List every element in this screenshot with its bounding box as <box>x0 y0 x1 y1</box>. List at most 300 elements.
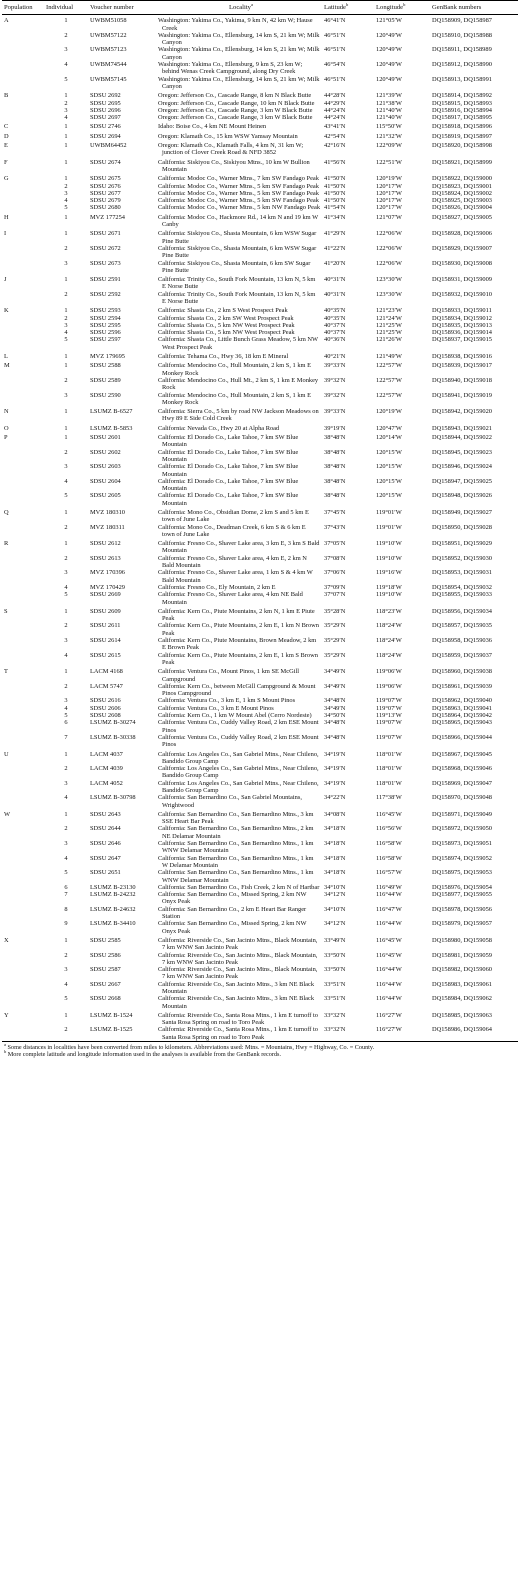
individual-cell: 1 <box>64 936 68 944</box>
locality-cell: California: Shasta Co., Little Bunch Grass Meadow, 5 km NW West Prospect Peak <box>158 336 318 351</box>
population-cell <box>2 584 44 591</box>
individual-cell: 4 <box>64 704 68 712</box>
table-row <box>2 809 518 826</box>
locality-cell: California: Riverside Co., San Jacinto Mtns., 3 km NE Black Mountain <box>158 980 315 995</box>
individual-cell: 3 <box>64 391 68 399</box>
latitude-cell: 40°21′N <box>324 353 346 361</box>
individual-cell: 5 <box>64 869 68 877</box>
genbank-cell: DQ158946, DQ159024 <box>432 463 492 471</box>
individual-cell: 3 <box>64 697 68 705</box>
individual-cell: 4 <box>64 583 68 591</box>
individual-cell: 1 <box>64 17 68 25</box>
latitude-cell: 41°56′N <box>324 158 346 166</box>
latitude-cell: 34°10′N <box>324 883 346 891</box>
voucher-cell: SDSU 2609 <box>90 607 121 615</box>
table-row <box>2 712 518 719</box>
locality-cell: California: Los Angeles Co., San Gabriel Mtns., Near Chileno, Bandido Group Camp <box>158 750 319 765</box>
genbank-cell: DQ158911, DQ158989 <box>432 46 492 54</box>
individual-cell: 4 <box>64 794 68 802</box>
latitude-cell: 41°34′N <box>324 213 346 221</box>
longitude-cell: 117°38′W <box>376 794 402 802</box>
table-row <box>2 569 518 584</box>
longitude-cell: 120°49′W <box>376 75 402 83</box>
col-individual: Individual <box>44 1 88 15</box>
table-row <box>2 32 518 47</box>
locality-cell: California: San Bernardino Co., San Bernardino Mtns., 3 km SSE Heart Bar Peak <box>158 810 314 826</box>
population-cell <box>2 336 44 351</box>
table-row <box>2 606 518 623</box>
genbank-cell: DQ158983, DQ159061 <box>432 980 492 988</box>
individual-cell: 2 <box>64 448 68 456</box>
longitude-cell: 116°56′W <box>376 825 402 833</box>
latitude-cell: 41°54′N <box>324 204 346 212</box>
locality-cell: California: Trinity Co., South Fork Mountain, 13 km N, 5 km E Norse Butte <box>158 290 316 305</box>
table-body <box>2 15 518 1041</box>
voucher-cell: SDSU 2586 <box>90 951 121 959</box>
locality-cell: Washington: Yakima Co., Ellensburg, 14 km S, 21 km W; Milk Canyon <box>158 31 320 47</box>
genbank-cell: DQ158969, DQ159047 <box>432 779 492 787</box>
population-cell <box>2 392 44 407</box>
voucher-cell: SDSU 2668 <box>90 995 121 1003</box>
locality-cell: California: San Bernardino Co., Fish Creek, 2 km N of Hartbar <box>158 883 320 891</box>
genbank-cell: DQ158919, DQ158997 <box>432 132 492 140</box>
voucher-cell: SDSU 2669 <box>90 591 121 599</box>
voucher-cell: SDSU 2601 <box>90 434 121 442</box>
locality-cell: California: Kern Co., Piute Mountains, 2 km E, 1 km N Brown Peak <box>158 622 319 637</box>
longitude-cell: 116°44′W <box>376 966 402 974</box>
longitude-cell: 122°06′W <box>376 244 402 252</box>
col-voucher: Voucher number <box>88 1 160 15</box>
voucher-cell: SDSU 2667 <box>90 980 121 988</box>
table-row <box>2 920 518 935</box>
individual-cell: 5 <box>64 492 68 500</box>
table-row <box>2 114 518 121</box>
latitude-cell: 41°50′N <box>324 197 346 205</box>
locality-cell: California: Siskiyou Co., Shasta Mountain, 6 km WSW Sugar Pine Butte <box>158 230 317 245</box>
genbank-cell: DQ158939, DQ159017 <box>432 362 492 370</box>
population-cell <box>2 329 44 336</box>
table-bottom-rule <box>2 1041 518 1042</box>
table-row <box>2 705 518 712</box>
longitude-cell: 120°14′W <box>376 434 402 442</box>
voucher-cell: LSUMZ B-30274 <box>90 719 136 727</box>
genbank-cell: DQ158912, DQ158990 <box>432 61 492 69</box>
locality-cell: California: San Bernardino Co., 2 km E Heart Bar Ranger Station <box>158 905 307 921</box>
individual-cell: 4 <box>64 651 68 659</box>
voucher-cell: SDSU 2611 <box>90 622 121 630</box>
table-row <box>2 228 518 245</box>
genbank-cell: DQ158968, DQ159046 <box>432 765 492 773</box>
voucher-cell: LSUMZ B-23130 <box>90 883 136 891</box>
longitude-cell: 120°49′W <box>376 46 402 54</box>
latitude-cell: 39°32′N <box>324 376 346 384</box>
latitude-cell: 34°18′N <box>324 854 346 862</box>
voucher-cell: LSUMZ B-1525 <box>90 1026 133 1034</box>
longitude-cell: 118°23′W <box>376 607 402 615</box>
locality-cell: California: Siskiyou Co., Shasta Mountain, 6 km SW Sugar Pine Butte <box>158 259 311 274</box>
genbank-cell: DQ158941, DQ159019 <box>432 391 492 399</box>
genbank-cell: DQ158942, DQ159020 <box>432 408 492 416</box>
table-row <box>2 869 518 884</box>
longitude-cell: 122°06′W <box>376 259 402 267</box>
col-population: Population <box>2 1 44 15</box>
population-cell <box>2 780 44 795</box>
population-cell <box>2 765 44 780</box>
population-cell: J <box>4 276 7 284</box>
locality-cell: California: San Bernardino Co., Missed Spring, 2 km NW Onyx Peak <box>158 891 307 906</box>
table-row <box>2 315 518 322</box>
longitude-cell: 120°49′W <box>376 61 402 69</box>
voucher-cell: SDSU 2679 <box>90 197 121 205</box>
latitude-cell: 38°48′N <box>324 463 346 471</box>
genbank-cell: DQ158909, DQ158987 <box>432 17 492 25</box>
latitude-cell: 33°51′N <box>324 980 346 988</box>
genbank-cell: DQ158971, DQ159049 <box>432 810 492 818</box>
locality-cell: California: Mendocino Co., Hull Mountain, 2 km S, 1 km E Monkey Rock <box>158 362 312 377</box>
latitude-cell: 34°22′N <box>324 794 346 802</box>
genbank-cell: DQ158917, DQ158995 <box>432 114 492 122</box>
population-cell: E <box>4 142 8 150</box>
genbank-cell: DQ158922, DQ159000 <box>432 175 492 183</box>
individual-cell: 8 <box>64 905 68 913</box>
locality-cell: California: San Bernardino Co., San Bernardino Mtns., 2 km NE Delamar Mountain <box>158 825 314 840</box>
longitude-cell: 116°44′W <box>376 920 402 928</box>
population-cell <box>2 966 44 981</box>
individual-cell: 5 <box>64 75 68 83</box>
population-cell <box>2 190 44 197</box>
locality-cell: Washington: Yakima Co., Ellensburg, 9 km S, 23 km W; behind Wenas Creek Campground, along Dry Creek <box>158 61 303 76</box>
locality-cell: California: Ventura Co., Cuddy Valley Road, 2 km ESE Mount Pinos <box>158 733 319 749</box>
population-cell <box>2 569 44 584</box>
table-row <box>2 351 518 360</box>
genbank-cell: DQ158943, DQ159021 <box>432 424 492 432</box>
longitude-cell: 119°10′W <box>376 540 402 548</box>
longitude-cell: 121°05′W <box>376 17 402 25</box>
locality-cell: California: Shasta Co., 2 km SW West Prospect Peak <box>158 314 294 322</box>
genbank-cell: DQ158962, DQ159040 <box>432 697 492 705</box>
genbank-cell: DQ158967, DQ159045 <box>432 750 492 758</box>
individual-cell: 1 <box>64 158 68 166</box>
locality-cell: California: San Bernardino Co., San Bernardino Mtns., 1 km W Delamar Mountain <box>158 854 314 869</box>
table-row <box>2 360 518 377</box>
latitude-cell: 35°29′N <box>324 637 346 645</box>
longitude-cell: 116°45′W <box>376 810 402 818</box>
voucher-cell: SDSU 2651 <box>90 869 121 877</box>
population-cell: Q <box>4 509 9 516</box>
voucher-cell: LSUMZ B-30798 <box>90 794 136 802</box>
genbank-cell: DQ158921, DQ158999 <box>432 158 492 166</box>
individual-cell: 3 <box>64 189 68 197</box>
genbank-cell: DQ158934, DQ159012 <box>432 314 492 322</box>
individual-cell: 2 <box>64 523 68 531</box>
population-cell <box>2 622 44 637</box>
latitude-cell: 44°24′N <box>324 106 346 114</box>
table-row <box>2 392 518 407</box>
voucher-cell: SDSU 2587 <box>90 966 121 974</box>
locality-cell: California: Kern Co., between McGill Campground & Mount Pinos Campground <box>158 682 316 698</box>
voucher-cell: SDSU 2674 <box>90 158 121 166</box>
locality-cell: California: San Bernardino Co., San Bernardino Mtns., 1 km WNW Delamar Mountain <box>158 869 314 884</box>
col-genbank: GenBank numbers <box>430 1 518 15</box>
voucher-cell: SDSU 2671 <box>90 230 121 238</box>
voucher-cell: LACM 4037 <box>90 750 123 758</box>
voucher-cell: SDSU 2605 <box>90 492 121 500</box>
table-row <box>2 765 518 780</box>
population-cell <box>2 100 44 107</box>
longitude-cell: 116°45′W <box>376 936 402 944</box>
population-cell <box>2 719 44 734</box>
locality-cell: California: Shasta Co., 5 km NW West Prospect Peak <box>158 321 295 329</box>
individual-cell: 1 <box>64 123 68 131</box>
population-cell <box>2 449 44 464</box>
genbank-cell: DQ158914, DQ158992 <box>432 92 492 100</box>
individual-cell: 4 <box>64 114 68 122</box>
individual-cell: 3 <box>64 840 68 848</box>
voucher-cell: SDSU 2615 <box>90 651 121 659</box>
longitude-cell: 121°40′W <box>376 114 402 122</box>
table-row <box>2 1010 518 1027</box>
individual-cell: 1 <box>64 362 68 370</box>
locality-cell: California: Sierra Co., 5 km by road NW Jackson Meadows on Hwy 89 E Side Cold Creek <box>158 408 319 423</box>
locality-cell: California: Trinity Co., South Fork Mountain, 13 km N, 5 km E Norse Butte <box>158 276 316 291</box>
genbank-cell: DQ158972, DQ159050 <box>432 825 492 833</box>
latitude-cell: 46°51′N <box>324 75 346 83</box>
genbank-cell: DQ158984, DQ159062 <box>432 995 492 1003</box>
population-cell <box>2 260 44 275</box>
table-header <box>2 1 518 15</box>
population-cell <box>2 995 44 1010</box>
table-row <box>2 204 518 211</box>
latitude-cell: 40°37′N <box>324 321 346 329</box>
population-cell <box>2 952 44 967</box>
voucher-cell: LSUMZ B-24232 <box>90 891 136 899</box>
locality-cell: California: Kern Co., Piute Mountains, Brown Meadow, 2 km E Brown Peak <box>158 637 317 652</box>
locality-cell: California: El Dorado Co., Lake Tahoe, 7 km SW Blue Mountain <box>158 448 299 463</box>
table-row <box>2 966 518 981</box>
population-cell <box>2 46 44 61</box>
individual-cell: 1 <box>64 276 68 284</box>
table-row <box>2 555 518 570</box>
voucher-cell: UWBM51058 <box>90 17 127 25</box>
genbank-cell: DQ158977, DQ159055 <box>432 891 492 899</box>
population-cell <box>2 322 44 329</box>
locality-cell: California: San Bernardino Co., San Gabriel Mountains, Wrightwood <box>158 794 302 809</box>
genbank-cell: DQ158973, DQ159051 <box>432 840 492 848</box>
table-row <box>2 336 518 351</box>
genbank-cell: DQ158953, DQ159031 <box>432 569 492 577</box>
latitude-cell: 34°19′N <box>324 750 346 758</box>
table-row <box>2 584 518 591</box>
population-cell <box>2 1026 44 1041</box>
individual-cell: 3 <box>64 779 68 787</box>
genbank-cell: DQ158918, DQ158996 <box>432 123 492 131</box>
genbank-cell: DQ158951, DQ159029 <box>432 540 492 548</box>
individual-cell: 2 <box>64 31 68 39</box>
table-row <box>2 131 518 140</box>
locality-cell: California: Riverside Co., San Jacinto Mtns., Black Mountain, 7 km WNW San Jacinto Peak <box>158 951 318 966</box>
voucher-cell: SDSU 2694 <box>90 132 121 140</box>
latitude-cell: 38°48′N <box>324 477 346 485</box>
table-row <box>2 291 518 306</box>
locality-cell: California: Riverside Co., Santa Rosa Mtns., 1 km E turnoff to Santa Rosa Spring on road to Toro Peak <box>158 1026 318 1041</box>
population-cell: F <box>4 158 8 166</box>
table-row <box>2 794 518 809</box>
voucher-cell: SDSU 2604 <box>90 477 121 485</box>
table-row <box>2 995 518 1010</box>
individual-cell: 3 <box>64 637 68 645</box>
latitude-cell: 34°49′N <box>324 682 346 690</box>
longitude-cell: 119°16′W <box>376 569 402 577</box>
genbank-cell: DQ158928, DQ159006 <box>432 230 492 238</box>
locality-cell: Oregon: Jefferson Co., Cascade Range, 3 km W Black Butte <box>158 106 313 114</box>
voucher-cell: SDSU 2692 <box>90 92 121 100</box>
table-row <box>2 212 518 229</box>
table-row <box>2 406 518 423</box>
genbank-cell: DQ158944, DQ159022 <box>432 434 492 442</box>
population-cell <box>2 114 44 121</box>
genbank-cell: DQ158974, DQ159052 <box>432 854 492 862</box>
latitude-cell: 34°19′N <box>324 779 346 787</box>
longitude-cell: 116°27′W <box>376 1026 402 1034</box>
genbank-cell: DQ158940, DQ159018 <box>432 376 492 384</box>
genbank-cell: DQ158929, DQ159007 <box>432 244 492 252</box>
latitude-cell: 34°49′N <box>324 704 346 712</box>
locality-cell: California: Siskiyou Co., Siskiyou Mtns., 10 km W Bullion Mountain <box>158 158 310 173</box>
longitude-cell: 118°24′W <box>376 622 402 630</box>
individual-cell: 2 <box>64 182 68 190</box>
population-cell <box>2 315 44 322</box>
latitude-cell: 40°36′N <box>324 336 346 344</box>
locality-cell: California: Modoc Co., Warner Mtns., 7 km SW Fandago Peak <box>158 175 319 183</box>
latitude-cell: 41°50′N <box>324 175 346 183</box>
longitude-cell: 119°07′W <box>376 704 402 712</box>
population-cell <box>2 637 44 652</box>
voucher-cell: SDSU 2696 <box>90 106 121 114</box>
longitude-cell: 116°58′W <box>376 840 402 848</box>
table-row <box>2 100 518 107</box>
table-row <box>2 906 518 921</box>
table-row <box>2 173 518 182</box>
table-row <box>2 157 518 174</box>
population-cell <box>2 683 44 698</box>
longitude-cell: 121°24′W <box>376 314 402 322</box>
population-cell <box>2 197 44 204</box>
longitude-cell: 119°01′W <box>376 523 402 531</box>
longitude-cell: 122°06′W <box>376 230 402 238</box>
table-row <box>2 183 518 190</box>
table-row <box>2 666 518 683</box>
genbank-cell: DQ158979, DQ159057 <box>432 920 492 928</box>
genbank-cell: DQ158945, DQ159023 <box>432 448 492 456</box>
latitude-cell: 37°43′N <box>324 523 346 531</box>
population-cell <box>2 981 44 996</box>
latitude-cell: 38°48′N <box>324 492 346 500</box>
voucher-cell: SDSU 2606 <box>90 704 121 712</box>
latitude-cell: 42°54′N <box>324 132 346 140</box>
population-cell <box>2 204 44 211</box>
locality-cell: California: San Bernardino Co., Missed Spring, 2 km NW Onyx Peak <box>158 920 307 935</box>
latitude-cell: 38°48′N <box>324 434 346 442</box>
population-cell <box>2 524 44 539</box>
individual-cell: 2 <box>64 1026 68 1034</box>
latitude-cell: 34°19′N <box>324 765 346 773</box>
population-cell <box>2 245 44 260</box>
individual-cell: 1 <box>64 750 68 758</box>
population-cell: M <box>4 362 10 370</box>
population-cell: K <box>4 307 9 315</box>
individual-cell: 3 <box>64 569 68 577</box>
latitude-cell: 40°35′N <box>324 307 346 315</box>
genbank-cell: DQ158924, DQ159002 <box>432 189 492 197</box>
latitude-cell: 41°50′N <box>324 189 346 197</box>
voucher-cell: SDSU 2596 <box>90 329 121 337</box>
population-cell: W <box>4 810 11 818</box>
voucher-cell: SDSU 2585 <box>90 936 121 944</box>
population-cell <box>2 855 44 870</box>
locality-cell: California: Modoc Co., Warner Mtns., 5 km SW Fandago Peak <box>158 182 319 190</box>
longitude-cell: 119°07′W <box>376 697 402 705</box>
latitude-cell: 41°20′N <box>324 259 346 267</box>
locality-cell: California: Tehama Co., Hwy 36, 18 km E Mineral <box>158 353 289 361</box>
table-row <box>2 840 518 855</box>
latitude-cell: 35°28′N <box>324 607 346 615</box>
individual-cell: 2 <box>64 825 68 833</box>
latitude-cell: 37°07′N <box>324 591 346 599</box>
latitude-cell: 42°16′N <box>324 142 346 150</box>
longitude-cell: 122°57′W <box>376 376 402 384</box>
voucher-cell: SDSU 2589 <box>90 376 121 384</box>
table-row <box>2 855 518 870</box>
individual-cell: 2 <box>64 376 68 384</box>
latitude-cell: 34°48′N <box>324 733 346 741</box>
longitude-cell: 121°49′W <box>376 353 402 361</box>
latitude-cell: 34°50′N <box>324 712 346 720</box>
latitude-cell: 33°32′N <box>324 1026 346 1034</box>
locality-cell: California: Ventura Co., 3 km E Mount Pinos <box>158 704 274 712</box>
population-cell <box>2 32 44 47</box>
individual-cell: 1 <box>64 213 68 221</box>
genbank-cell: DQ158915, DQ158993 <box>432 99 492 107</box>
longitude-cell: 121°25′W <box>376 329 402 337</box>
population-cell: S <box>4 607 8 615</box>
genbank-cell: DQ158959, DQ159037 <box>432 651 492 659</box>
locality-cell: California: Riverside Co., Santa Rosa Mtns., 1 km E turnoff to Santa Rosa Spring on road to Toro Peak <box>158 1011 318 1027</box>
individual-cell: 6 <box>64 719 68 727</box>
locality-cell: California: San Bernardino Co., San Bernardino Mtns., 1 km WNW Delamar Mountain <box>158 840 314 855</box>
longitude-cell: 121°39′W <box>376 92 402 100</box>
longitude-cell: 119°01′W <box>376 509 402 516</box>
population-cell: B <box>4 92 9 100</box>
voucher-cell: SDSU 2680 <box>90 204 121 212</box>
individual-cell: 1 <box>64 230 68 238</box>
voucher-cell: UWBM64452 <box>90 142 127 150</box>
individual-cell: 1 <box>64 607 68 615</box>
locality-cell: California: Riverside Co., San Jacinto Mtns., 3 km NE Black Mountain <box>158 995 315 1010</box>
individual-cell: 1 <box>64 540 68 548</box>
table-row <box>2 329 518 336</box>
locality-cell: Washington: Yakima Co., Yakima, 9 km N, 42 km W; Hause Creek <box>158 17 313 32</box>
longitude-cell: 122°51′W <box>376 158 402 166</box>
individual-cell: 1 <box>64 92 68 100</box>
locality-cell: California: Fresno Co., Shaver Lake area, 3 km E, 3 km S Bald Mountain <box>158 540 320 555</box>
individual-cell: 3 <box>64 259 68 267</box>
latitude-cell: 46°51′N <box>324 46 346 54</box>
longitude-cell: 121°25′W <box>376 321 402 329</box>
individual-cell: 5 <box>64 204 68 212</box>
footnote-a: $^a$ Some distances in localities have been converted from miles to kilometers. Abbreviations used: Mtns. = Mountains, Hwy = Highway, Co. = County. <box>4 1042 375 1052</box>
population-cell: N <box>4 408 9 416</box>
table-row <box>2 538 518 555</box>
